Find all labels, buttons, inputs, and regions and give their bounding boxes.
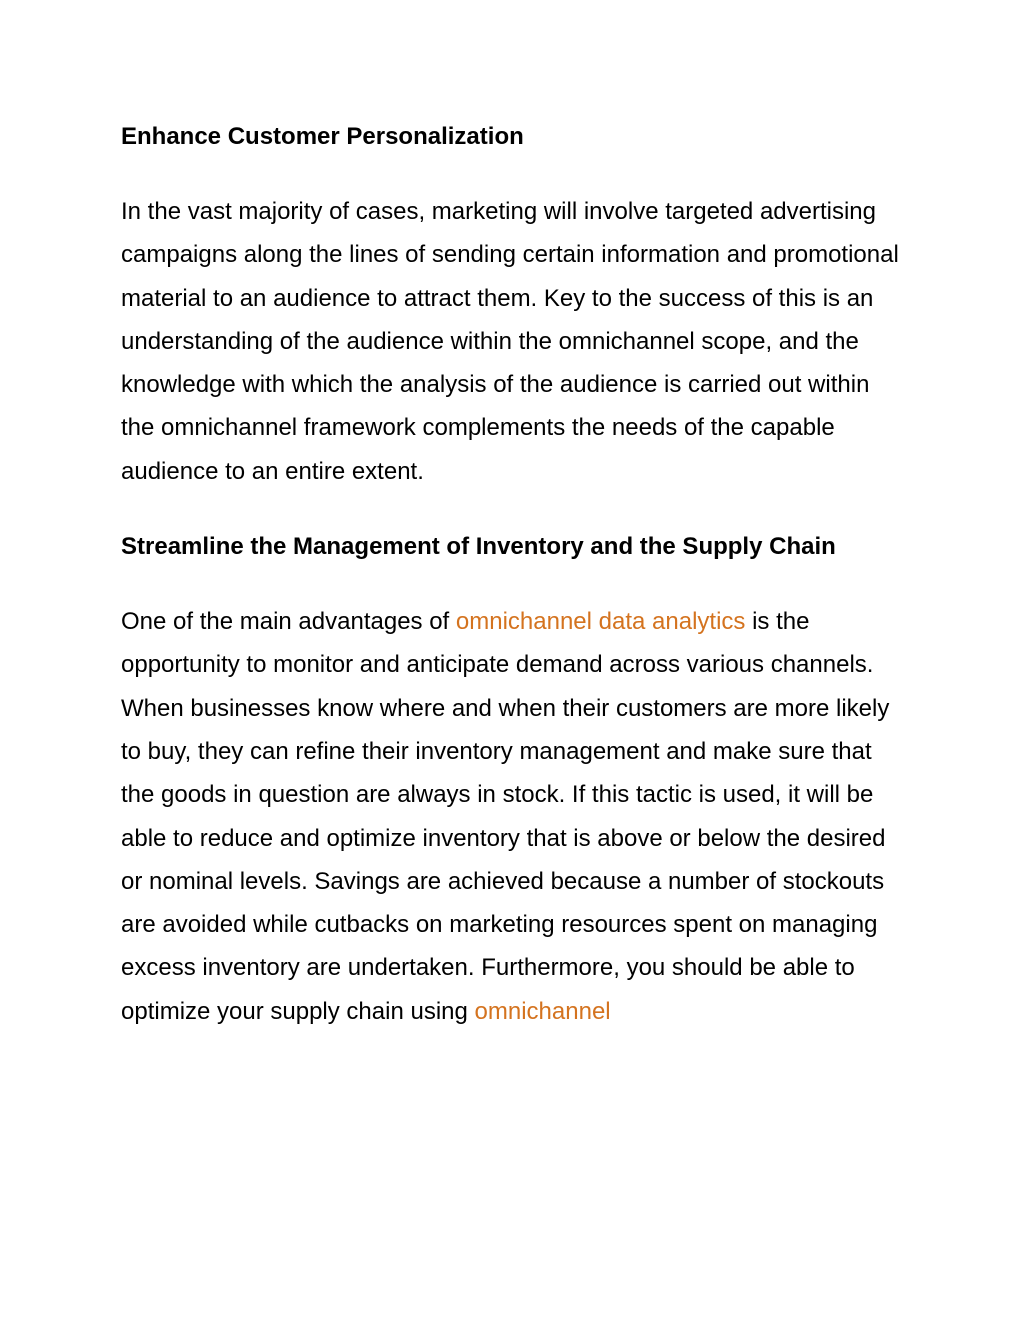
omnichannel-data-analytics-link[interactable]: omnichannel data analytics xyxy=(455,608,746,636)
document-page xyxy=(121,115,901,1033)
section-heading-personalization: Enhance Customer Personalization xyxy=(121,123,524,150)
paragraph-personalization: In the vast majority of cases, marketing will involve targeted advertising campaigns along the lines of sending certain information and promotional material to an audience to attract them. Key to the success of this is an understanding of the audience within the omnichannel scope, and the knowledge with which the analysis of the audience is carried out within the omnichannel framework complements the needs of the capable audience to an entire extent. xyxy=(121,198,899,485)
section-heading-inventory: Streamline the Management of Inventory and the Supply Chain xyxy=(121,533,836,561)
paragraph-text-middle: is the opportunity to monitor and anticipate demand across various channels. When businesses know where and when their customers are more likely to buy, they can refine their inventory management and make sure that the goods in question are always in stock. If this tactic is used, it will be able to reduce and optimize inventory that is above or below the desired or nominal levels. Savings are achieved because a number of stockouts are avoided while cutbacks on marketing resources spent on managing excess inventory are undertaken. Furthermore, you should be able to optimize your supply chain using xyxy=(121,608,890,1025)
omnichannel-link[interactable]: omnichannel xyxy=(474,997,611,1025)
paragraph-inventory xyxy=(121,600,901,1033)
paragraph-text-start: One of the main advantages of xyxy=(121,608,456,636)
